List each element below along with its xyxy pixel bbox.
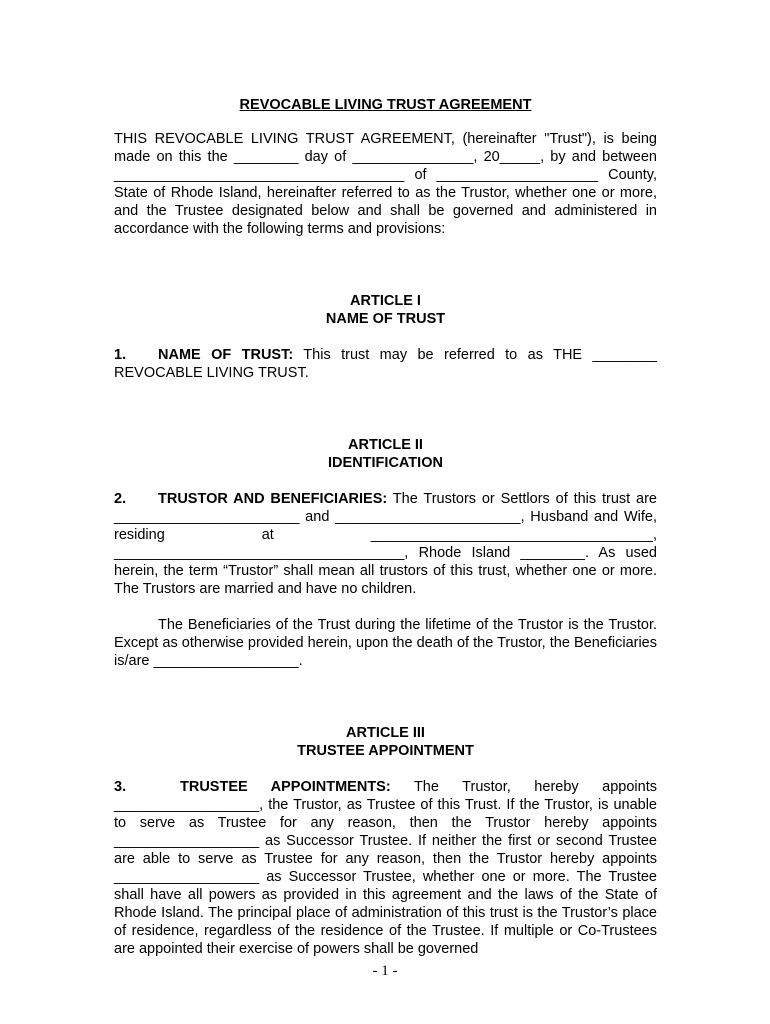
article-3-heading: ARTICLE III [346,725,425,741]
section-3-number: 3. [114,779,127,795]
article-2-heading: ARTICLE II [348,437,423,453]
section-3-paragraph [114,778,657,958]
section-1-paragraph [114,346,657,382]
section-2-paragraph [114,490,657,598]
section-2-number: 2. [114,491,127,507]
article-2-subheading: IDENTIFICATION [328,455,443,471]
document-body [114,96,657,958]
section-3-title: TRUSTEE APPOINTMENTS: [180,779,391,795]
section-2-text: The Trustors or Settlors of this trust are _______________________ and _______________________, Husband and Wife, residing at ___________________________________, ____________________________________, Rhode Island ________. As used herein, the term “Trustor” shall mean all trustors of this trust, whether one or more. The Trustors are married and have no children. [114,491,657,597]
article-3-subheading: TRUSTEE APPOINTMENT [297,743,474,759]
section-3-text: The Trustor, hereby appoints __________________, the Trustor, as Trustee of this Trust. If the Trustor, is unable to serve as Trustee for any reason, then the Trustor hereby appoints __________________ as Successor Trustee. If neither the first or second Trustee are able to serve as Trustee for any reason, then the Trustor hereby appoints __________________ as Successor Trustee, whether one or more. The Trustee shall have all powers as provided in this agreement and the laws of the State of Rhode Island. The principal place of administration of this trust is the Trustor’s place of residence, regardless of the residence of the Trustee. If multiple or Co-Trustees are appointed their exercise of powers shall be governed [114,779,657,957]
intro-paragraph: THIS REVOCABLE LIVING TRUST AGREEMENT, (hereinafter "Trust"), is being made on this the ________ day of _______________, 20_____, by and between ____________________________________ of ____________________ County, State of Rhode Island, hereinafter referred to as the Trustor, whether one or more, and the Trustee designated below and shall be governed and administered in accordance with the following terms and provisions: [114,131,657,237]
article-1-heading: ARTICLE I [350,293,421,309]
beneficiaries-paragraph: The Beneficiaries of the Trust during the lifetime of the Trustor is the Trustor. Except as otherwise provided herein, upon the death of the Trustor, the Beneficiaries is/are __________________. [114,617,657,669]
document-title: REVOCABLE LIVING TRUST AGREEMENT [239,97,532,113]
page-number: - 1 - [372,963,398,979]
article-1-subheading: NAME OF TRUST [325,311,446,327]
section-1-title: NAME OF TRUST: [158,347,294,363]
section-2-title: TRUSTOR AND BENEFICIARIES: [158,491,388,507]
section-1-text: This trust may be referred to as THE ________ REVOCABLE LIVING TRUST. [114,347,657,381]
section-1-number: 1. [114,347,127,363]
